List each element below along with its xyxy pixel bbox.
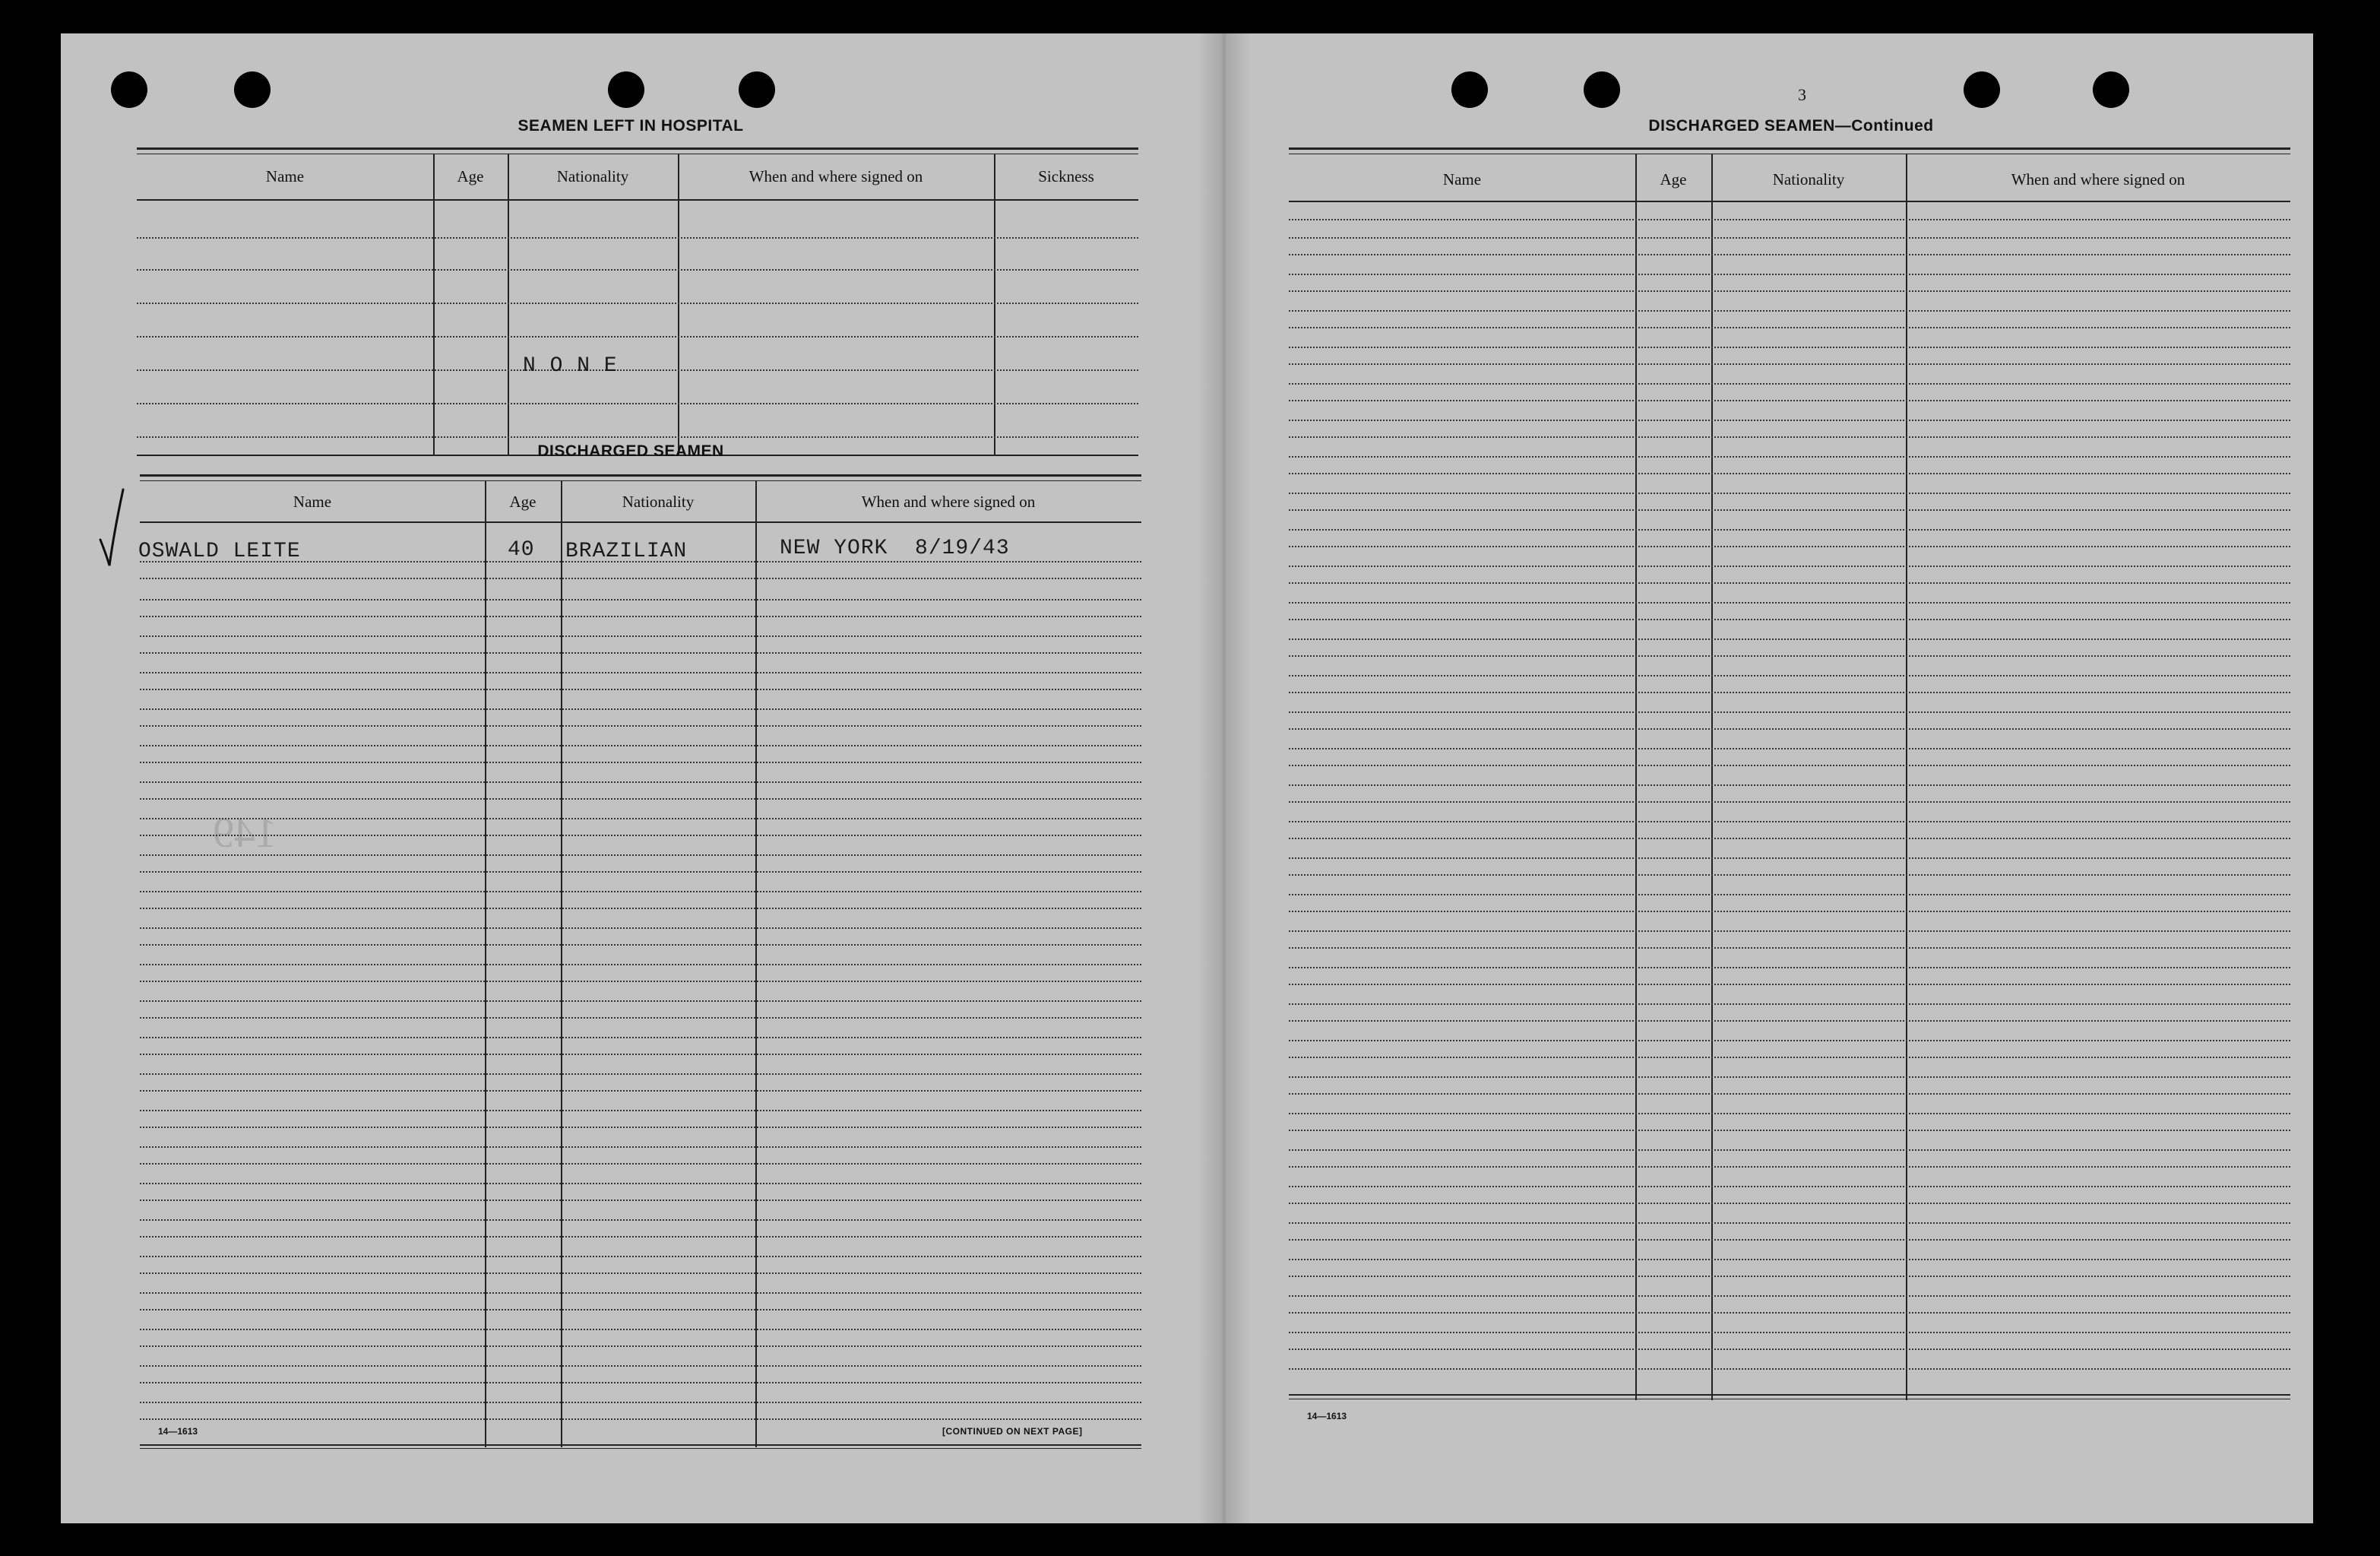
discharged-continued-title: DISCHARGED SEAMEN—Continued [1648, 117, 1934, 135]
punch-hole [739, 71, 775, 108]
punch-hole [1964, 71, 2000, 108]
discharged-col-name: Name [293, 493, 332, 511]
bleed-through-mark: 149 [213, 810, 277, 857]
discharged-row-name: OSWALD LEITE [138, 540, 301, 563]
discharged-col-nationality: Nationality [622, 493, 695, 511]
hospital-section-title: SEAMEN LEFT IN HOSPITAL [517, 117, 744, 135]
continued-col-name: Name [1442, 170, 1482, 189]
punch-hole [234, 71, 271, 108]
hospital-col-name: Name [265, 167, 305, 185]
left-form-number: 14—1613 [158, 1426, 198, 1437]
right-form-number: 14—1613 [1307, 1411, 1347, 1421]
discharged-row-nationality: BRAZILIAN [565, 540, 688, 563]
punch-hole [1451, 71, 1488, 108]
punch-hole [1584, 71, 1620, 108]
check-mark-icon [97, 486, 128, 570]
hospital-table [137, 147, 1138, 459]
discharged-table [140, 474, 1141, 1453]
hospital-col-nationality: Nationality [556, 167, 629, 185]
hospital-col-age: Age [457, 167, 484, 185]
document-sheet [61, 33, 2313, 1523]
discharged-row-age: 40 [508, 538, 535, 562]
hospital-none-entry: N O N E [523, 354, 618, 378]
discharged-col-age: Age [509, 493, 536, 511]
hospital-col-sickness: Sickness [1038, 167, 1094, 185]
discharged-col-signed-on: When and where signed on [861, 493, 1036, 511]
punch-hole [608, 71, 644, 108]
discharged-row-signed-on: NEW YORK 8/19/43 [780, 537, 1010, 560]
punch-hole [111, 71, 147, 108]
continued-note: [CONTINUED ON NEXT PAGE] [942, 1426, 1083, 1437]
continued-col-age: Age [1660, 170, 1687, 189]
continued-col-signed-on: When and where signed on [2011, 170, 2185, 189]
page-fold [1198, 33, 1251, 1523]
continued-col-nationality: Nationality [1772, 170, 1845, 189]
page-number: 3 [1798, 85, 1806, 104]
discharged-section-title: DISCHARGED SEAMEN [537, 442, 724, 460]
discharged-continued-table [1289, 147, 2290, 1440]
punch-hole [2093, 71, 2129, 108]
hospital-col-signed-on: When and where signed on [748, 167, 923, 185]
